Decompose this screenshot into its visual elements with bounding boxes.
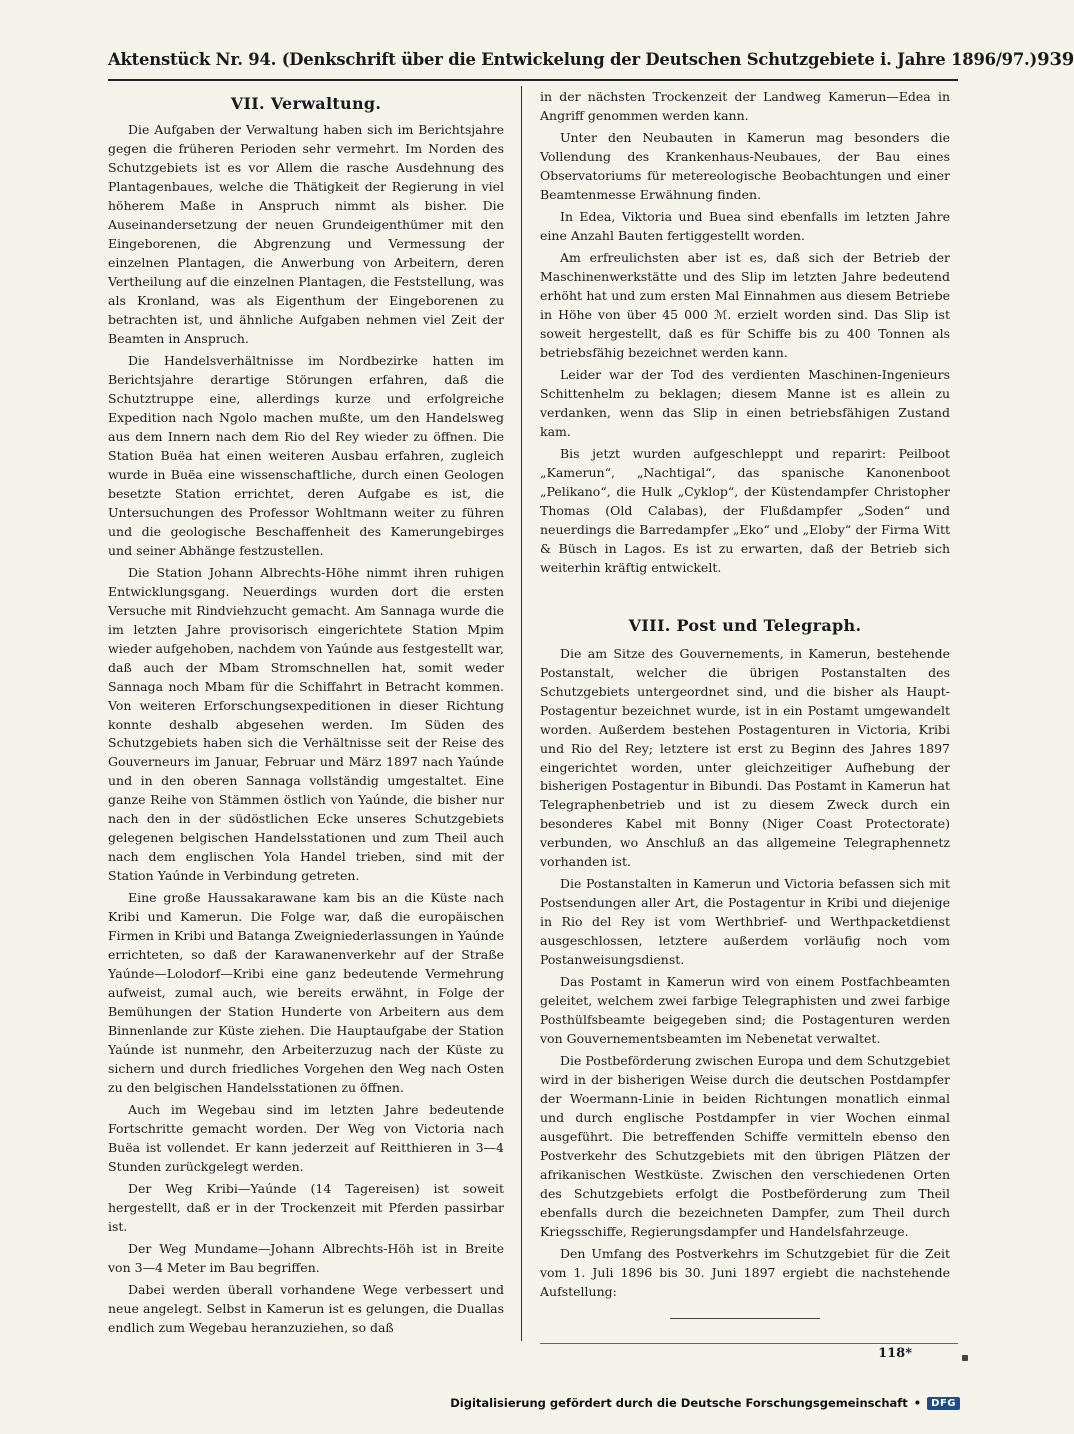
page-number: 939 xyxy=(1037,48,1074,70)
paragraph: Die Handelsverhältnisse im Nordbezirke hatten im Berichtsjahre derartige Störungen erfahren, daß die Schutztruppe eine, allerdings kurze und erfolgreiche Expedition nach Ngolo machen mußte, um den Handelsweg aus dem Innern nach dem Rio del Rey wieder zu öffnen. Die Station Buëa hat einen weiteren Ausbau erfahren, zugleich wurde in Buëa eine wissenschaftliche, durch einen Geologen besetzte Station errichtet, deren Aufgabe es ist, die Untersuchungen des Professor Wohltmann weiter zu führen und die geologische Beschaffenheit des Kamerungebirges und seiner Abhänge festzustellen. xyxy=(108,352,504,558)
paragraph: Am erfreulichsten aber ist es, daß sich der Betrieb der Maschinenwerkstätte und des Slip im letzten Jahre bedeutend erhöht hat und zum ersten Mal Einnahmen aus diesem Betriebe in Höhe von über 45 000 ℳ. erzielt worden sind. Das Slip ist soweit hergestellt, daß es für Schiffe bis zu 400 Tonnen als betriebsfähig bezeichnet werden kann. xyxy=(540,249,950,360)
page-header xyxy=(108,44,1074,74)
sheet-signature: 118* xyxy=(878,1346,912,1361)
header-title: Aktenstück Nr. 94. (Denkschrift über die Entwickelung der Deutschen Schutzgebiete i. Jahre 1896/97.) xyxy=(108,49,1038,69)
paragraph: Bis jetzt wurden aufgeschleppt und reparirt: Peilboot „Kamerun“, „Nachtigal“, das spanische Kanonenboot „Pelikano“, die Hulk „Cyklop“, der Küstendampfer Christopher Thomas (Old Calabas), der Flußdampfer „Soden“ und neuerdings die Barredampfer „Eko“ und „Eloby“ der Firma Witt & Büsch in Lagos. Es ist zu erwarten, daß der Betrieb sich weiterhin kräftig entwickelt. xyxy=(540,445,950,575)
paragraph: Leider war der Tod des verdienten Maschinen-Ingenieurs Schittenhelm zu beklagen; diesem Manne ist es allein zu verdanken, wenn das Slip in einen betriebsfähigen Zustand kam. xyxy=(540,366,950,439)
dfg-logo-icon: DFG xyxy=(927,1397,960,1410)
digitization-credit xyxy=(450,1396,960,1410)
paragraph: Eine große Haussakarawane kam bis an die Küste nach Kribi und Kamerun. Die Folge war, daß die europäischen Firmen in Kribi und Batanga Zweigniederlassungen in Yaúnde errichteten, so daß der Karawanenverkehr auf der Straße Yaúnde—Lolodorf—Kribi eine ganz bedeutende Vermehrung aufweist, zumal auch, wie bereits erwähnt, in Folge der Bemühungen der Station Hunderte von Arbeitern aus dem Binnenlande zur Küste ziehen. Die Hauptaufgabe der Station Yaúnde ist nunmehr, den Arbeiterzuzug nach der Küste zu sichern und durch friedliches Vorgehen den Weg nach Osten zu den belgischen Handelsstationen zu öffnen. xyxy=(108,890,504,1096)
section-title-post-telegraph: VIII. Post und Telegraph. xyxy=(628,615,862,635)
paragraph: Dabei werden überall vorhandene Wege verbessert und neue angelegt. Selbst in Kamerun ist es gelungen, die Duallas endlich zum Wegebau heranzuziehen, so daß xyxy=(108,1282,504,1336)
paragraph: Die Station Johann Albrechts-Höhe nimmt ihren ruhigen Entwicklungsgang. Neuerdings wurden dort die ersten Versuche mit Rindviehzucht gemacht. Am Sannaga wurde die im letzten Jahre provisorisch eingerichtete Station Mpim wieder aufgehoben, nachdem von Yaúnde aus festgestellt war, daß auch der Mbam Stromschnellen hat, somit weder Sannaga noch Mbam für die Schiffahrt in Betracht kommen. Von weiteren Erforschungsexpeditionen in dieser Richtung konnte deshalb abgesehen werden. Im Süden des Schutzgebiets haben sich die Verhältnisse seit der Reise des Gouverneurs im Januar, Februar und März 1897 nach Yaúnde und in den oberen Sannaga vollständig umgestaltet. Eine ganze Reihe von Stämmen östlich von Yaúnde, die bisher nur nach den in der südöstlichen Ecke unseres Schutzgebiets gelegenen belgischen Handelsstationen und zum Theil auch nach dem englischen Yola Handel trieben, sind mit der Station Yaúnde in Verbindung getreten. xyxy=(108,564,504,884)
paragraph: Die Postanstalten in Kamerun und Victoria befassen sich mit Postsendungen aller Art, die Postagentur in Kribi und diejenige in Rio del Rey ist vom Werthbrief- und Werthpacketdienst ausgeschlossen, letztere außerdem vorläufig noch vom Postanweisungsdienst. xyxy=(540,876,950,968)
paragraph: Der Weg Mundame—Johann Albrechts-Höh ist in Breite von 3—4 Meter im Bau begriffen. xyxy=(108,1241,504,1276)
paragraph: Die Aufgaben der Verwaltung haben sich im Berichtsjahre gegen die früheren Perioden sehr vermehrt. Im Norden des Schutzgebiets ist es vor Allem die rasche Ausdehnung des Plantagenbaues, welche die Thätigkeit der Regierung in viel höherem Maße in Anspruch nimmt als bisher. Die Auseinandersetzung der neuen Grundeigenthümer mit den Eingeborenen, die Abgrenzung und Vermessung der einzelnen Plantagen, die Anwerbung von Arbeitern, deren Vertheilung auf die einzelnen Plantagen, die Feststellung, was als Kronland, was als Eigenthum der Eingeborenen zu betrachten ist, und ähnliche Aufgaben nehmen viel Zeit der Beamten in Anspruch. xyxy=(108,121,504,346)
paragraph: Der Weg Kribi—Yaúnde (14 Tagereisen) ist soweit hergestellt, daß er in der Trockenzeit mit Pferden passirbar ist. xyxy=(108,1181,504,1235)
paragraph: Die am Sitze des Gouvernements, in Kamerun, bestehende Postanstalt, welcher die übrigen Postanstalten des Schutzgebiets untergeordnet sind, und die bisher als Haupt-Postagentur bezeichnet wurde, ist in ein Postamt umgewandelt worden. Außerdem bestehen Postagenturen in Victoria, Kribi und Rio del Rey; letztere ist erst zu Beginn des Jahres 1897 eingerichtet worden, unter gleichzeitiger Aufhebung der bisherigen Postagentur in Bibundi. Das Postamt in Kamerun hat Telegraphenbetrieb und ist zu diesem Zweck durch ein besonderes Kabel mit Bonny (Niger Coast Protectorate) verbunden, wo Anschluß an das allgemeine Telegraphennetz vorhanden ist. xyxy=(540,645,950,870)
paragraph: Die Postbeförderung zwischen Europa und dem Schutzgebiet wird in der bisherigen Weise durch die deutschen Postdampfer der Woermann-Linie in beiden Richtungen monatlich einmal und durch englische Postdampfer in vier Wochen einmal ausgeführt. Die betreffenden Schiffe vermitteln ebenso den Postverkehr des Schutzgebiets mit den übrigen Plätzen der afrikanischen Westküste. Zwischen den verschiedenen Orten des Schutzgebiets erfolgt die Postbeförderung zum Theil ebenfalls durch die bezeichneten Dampfer, zum Theil durch Kriegsschiffe, Regierungsdampfer und Handelsfahrzeuge. xyxy=(540,1053,950,1240)
header-rule xyxy=(108,79,958,81)
paragraph: Unter den Neubauten in Kamerun mag besonders die Vollendung des Krankenhaus-Neubaues, der Bau eines Observatoriums für metereologische Beobachtungen und einer Beamtenmesse Erwähnung finden. xyxy=(540,129,950,202)
credit-text: Digitalisierung gefördert durch die Deutsche Forschungsgemeinschaft xyxy=(450,1396,908,1410)
left-column xyxy=(108,88,504,1338)
paragraph: Den Umfang des Postverkehrs im Schutzgebiet für die Zeit vom 1. Juli 1896 bis 30. Juni 1897 ergiebt die nachstehende Aufstellung: xyxy=(540,1246,950,1300)
paragraph: Auch im Wegebau sind im letzten Jahre bedeutende Fortschritte gemacht worden. Der Weg von Victoria nach Buëa ist vollendet. Er kann jederzeit auf Reitthieren in 3—4 Stunden zurückgelegt werden. xyxy=(108,1102,504,1175)
edge-mark xyxy=(962,1355,968,1361)
section-title-verwaltung: VII. Verwaltung. xyxy=(230,94,382,113)
footer-rule xyxy=(540,1343,958,1344)
paragraph: in der nächsten Trockenzeit der Landweg Kamerun—Edea in Angriff genommen werden kann. xyxy=(540,89,950,123)
credit-separator: • xyxy=(913,1396,922,1410)
right-column xyxy=(540,88,950,1319)
column-divider xyxy=(521,86,522,1341)
paragraph: In Edea, Viktoria und Buea sind ebenfalls im letzten Jahre eine Anzahl Bauten fertiggestellt worden. xyxy=(540,208,950,243)
table-separator-rule xyxy=(670,1318,820,1319)
paragraph: Das Postamt in Kamerun wird von einem Postfachbeamten geleitet, welchem zwei farbige Telegraphisten und zwei farbige Posthülfsbeamte beigegeben sind; die Postagenturen werden von Gouvernementsbeamten im Nebenetat verwaltet. xyxy=(540,974,950,1047)
